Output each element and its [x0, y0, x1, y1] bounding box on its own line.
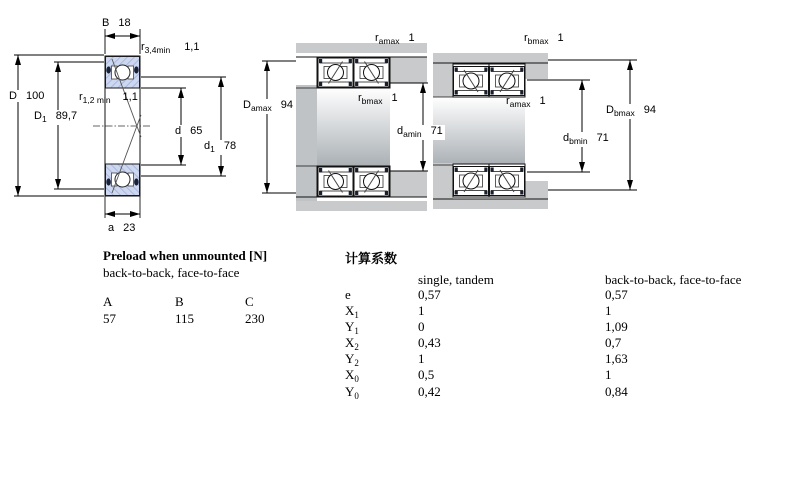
dim-label-a: a 23 — [108, 222, 136, 234]
bearing-glyph — [454, 167, 489, 196]
dim-label-r34: $r_{3,4min}$ 1,1 — [141, 41, 200, 55]
dim-label-d1: $d_1$ 78 — [204, 140, 237, 154]
dim-label-d: d 65 — [175, 125, 203, 137]
dim-label-r12: $r_{1,2 min}$ 1,1 — [79, 91, 138, 105]
dim-label-D: D 100 — [9, 90, 45, 102]
shoulder-left-bottom — [433, 163, 453, 199]
face-to-face-mounting-figure — [433, 53, 637, 209]
preload-subtitle: back-to-back, face-to-face — [103, 265, 240, 280]
dim-label-B: B 18 — [102, 17, 131, 29]
bearing-glyph — [490, 67, 525, 96]
shoulder-right-bottom — [525, 181, 548, 199]
factors-col-paired: back-to-back, face-to-face — [605, 272, 742, 287]
bearing-glyph — [318, 167, 353, 196]
calculation-factors-table: 计算系数 single, tandem back-to-back, face-to-face e 0,57 0,57 $X_1$ 1 1 $Y_1$ 0 1,09 $X_2$ 0,43 0,7 $Y_2$ 1 1,63 $X_0$ 0,5 1 $Y_0$ 0,42 0,84 — [345, 248, 785, 408]
dim-label-Dbmax: $D_{bmax}$ 94 — [606, 104, 656, 118]
housing-top — [433, 53, 548, 63]
shoulder-right-top — [525, 63, 548, 79]
bearing-glyph — [454, 67, 489, 96]
preload-table — [103, 248, 343, 328]
housing-bottom — [433, 199, 548, 209]
outer-ring-section-bottom — [106, 164, 140, 196]
preload-title: Preload when unmounted [N] — [103, 248, 268, 263]
shoulder-left-top — [433, 63, 453, 97]
outer-ring-section-top — [106, 57, 140, 89]
bearing-glyph — [318, 58, 353, 87]
preload-col-C: C — [245, 294, 254, 309]
dim-label-ramax-mid: $r_{amax}$ 1 — [375, 32, 415, 46]
dim-label-damin: $d_{amin}$ 71 — [397, 125, 443, 139]
housing-bottom — [296, 201, 427, 211]
preload-value-C: 230 — [245, 311, 265, 326]
factors-col-single: single, tandem — [418, 272, 494, 287]
dim-label-Damax: $D_{amax}$ 94 — [243, 99, 293, 113]
preload-col-A: A — [103, 294, 113, 309]
dim-label-ramax-right: $r_{amax}$ 1 — [506, 95, 546, 109]
bearing-glyph — [490, 167, 525, 196]
housing-shoulder-right-top — [390, 57, 427, 83]
preload-value-A: 57 — [103, 311, 116, 326]
bearing-glyph — [354, 58, 389, 87]
bearing-glyph — [354, 167, 389, 196]
factors-title: 计算系数 — [345, 251, 398, 266]
dim-label-D1: $D_1$ 89,7 — [34, 110, 78, 124]
preload-value-B: 115 — [175, 311, 195, 326]
dim-label-rbmax-mid: $r_{bmax}$ 1 — [358, 92, 398, 106]
shaft-shoulder-left — [296, 85, 317, 201]
dim-label-dbmin: $d_{bmin}$ 71 — [563, 132, 609, 146]
dim-label-rbmax-right: $r_{bmax}$ 1 — [524, 32, 564, 46]
preload-col-B: B — [175, 294, 184, 309]
housing-shoulder-right-bottom — [390, 171, 427, 197]
